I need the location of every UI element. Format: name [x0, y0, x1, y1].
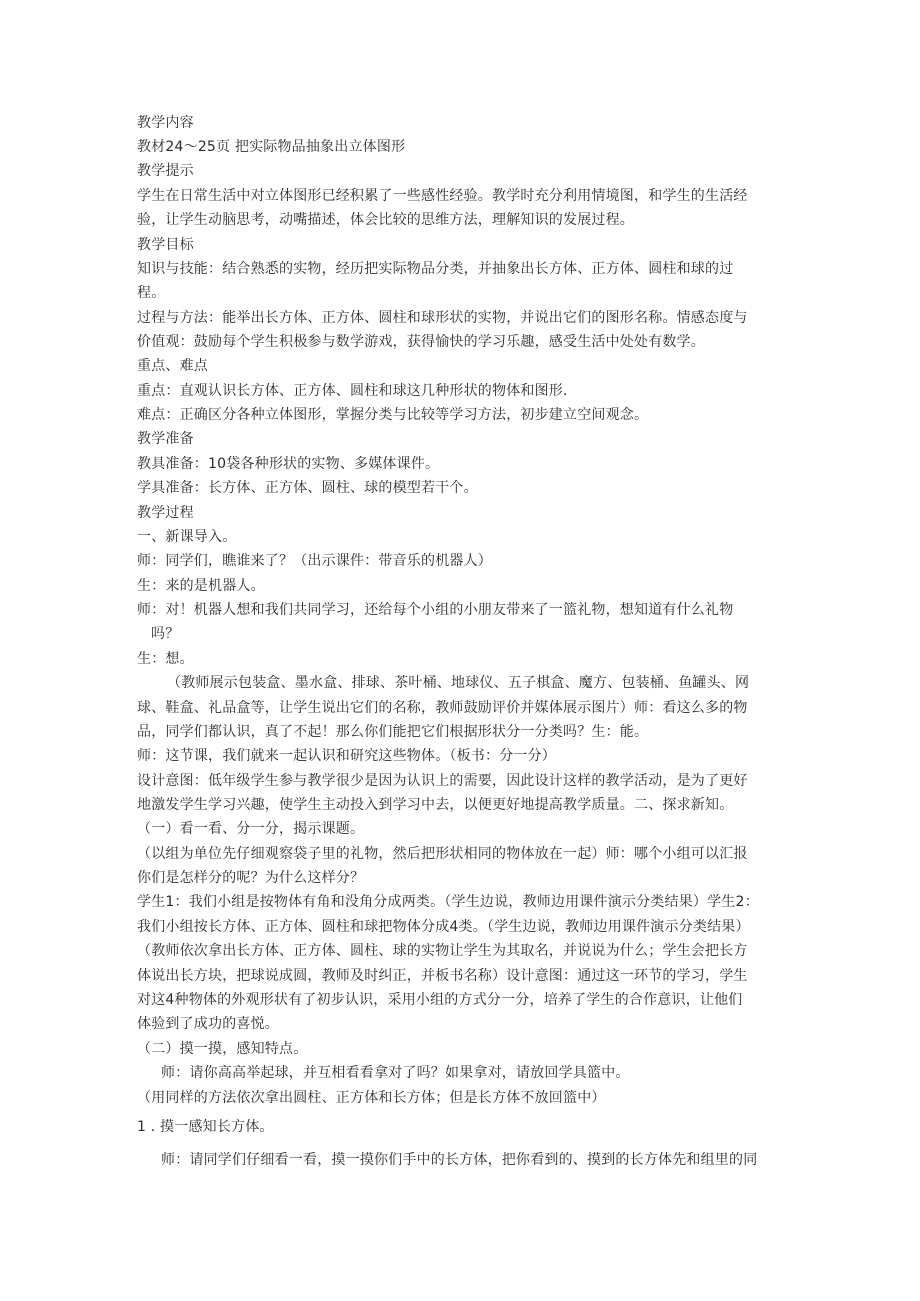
paragraph-line: 球、鞋盒、礼品盒等，让学生说出它们的名称，教师鼓励评价并媒体展示图片）师：看这么多的物	[137, 700, 748, 716]
paragraph-line: （以组为单位先仔细观察袋子里的礼物，然后把形状相同的物体放在一起）师：哪个小组可以汇报	[137, 846, 748, 862]
heading-teaching-process: 教学过程	[137, 505, 194, 521]
heading-teaching-goals: 教学目标	[137, 237, 194, 253]
dialogue-line: 师：这节课，我们就来一起认识和研究这些物体。（板书：分一分）	[137, 748, 556, 764]
section-heading: （一）看一看、分一分，揭示课题。	[137, 821, 365, 837]
paragraph-line: 过程与方法：能举出长方体、正方体、圆柱和球形状的实物，并说出它们的图形名称。情感态度与	[137, 310, 748, 326]
paragraph-line: 学具准备：长方体、正方体、圆柱、球的模型若干个。	[137, 480, 478, 496]
dialogue-line: 生：来的是机器人。	[137, 578, 265, 594]
paragraph-line: （用同样的方法依次拿出圆柱、正方体和长方体；但是长方体不放回篮中）	[137, 1090, 606, 1106]
paragraph-line: 重点：直观认识长方体、正方体、圆柱和球这几种形状的物体和图形.	[137, 383, 568, 399]
paragraph-line: 我们小组按长方体、正方体、圆柱和球把物体分成4类。（学生边说，教师边用课件演示分类结果）	[137, 919, 750, 935]
heading-teaching-tips: 教学提示	[137, 163, 194, 179]
paragraph-line: 体验到了成功的喜悦。	[137, 1016, 279, 1032]
heading-preparation: 教学准备	[137, 431, 194, 447]
textbook-pages-line: 教材24～25页 把实际物品抽象出立体图形	[137, 139, 406, 155]
paragraph-line: 对这4种物体的外观形状有了初步认识，采用小组的方式分一分，培养了学生的合作意识，让他们	[137, 992, 743, 1008]
paragraph-line: 学生在日常生活中对立体图形已经积累了一些感性经验。教学时充分利用情境图，和学生的生活经	[137, 188, 748, 204]
paragraph-line: 学生1：我们小组是按物体有角和没角分成两类。（学生边说，教师边用课件演示分类结果）学生2：	[137, 894, 759, 910]
dialogue-line: 师：请同学们仔细看一看，摸一摸你们手中的长方体，把你看到的、摸到的长方体先和组里的同	[161, 1152, 758, 1168]
paragraph-line: 难点：正确区分各种立体图形，掌握分类与比较等学习方法，初步建立空间观念。	[137, 407, 649, 423]
numbered-step: 1 . 摸一感知长方体。	[137, 1119, 274, 1135]
heading-key-points: 重点、难点	[137, 358, 208, 374]
paragraph-line: 设计意图：低年级学生参与教学很少是因为认识上的需要，因此设计这样的教学活动，是为了更好	[137, 773, 748, 789]
paragraph-line: （教师展示包装盒、墨水盒、排球、茶叶桶、地球仪、五子棋盒、魔方、包装桶、鱼罐头、网	[167, 675, 750, 691]
paragraph-line: 体说出长方块，把球说成圆，教师及时纠正，并板书名称）设计意图：通过这一环节的学习，学生	[137, 968, 748, 984]
paragraph-line: 程。	[137, 285, 166, 301]
paragraph-line: 你们是怎样分的呢？为什么这样分？	[137, 870, 365, 886]
dialogue-line: 生：想。	[137, 651, 194, 667]
paragraph-line: 验，让学生动脑思考，动嘴描述，体会比较的思维方法，理解知识的发展过程。	[137, 212, 634, 228]
dialogue-line: 师：对！机器人想和我们共同学习，还给每个小组的小朋友带来了一篮礼物，想知道有什么礼物	[137, 602, 734, 618]
dialogue-line: 师：同学们，瞧谁来了？（出示课件：带音乐的机器人）	[137, 553, 492, 569]
paragraph-line: 教具准备：10袋各种形状的实物、多媒体课件。	[137, 456, 440, 472]
paragraph-line: 价值观：鼓励每个学生积极参与数学游戏，获得愉快的学习乐趣，感受生活中处处有数学。	[137, 334, 705, 350]
paragraph-line: （教师依次拿出长方体、正方体、圆柱、球的实物让学生为其取名，并说说为什么；学生会把长方	[137, 943, 748, 959]
section-heading: 一、新课导入。	[137, 529, 237, 545]
heading-teaching-content: 教学内容	[137, 115, 194, 131]
paragraph-line: 地激发学生学习兴趣，使学生主动投入到学习中去，以便更好地提高教学质量。二、探求新知。	[137, 797, 734, 813]
paragraph-line: 知识与技能：结合熟悉的实物，经历把实际物品分类，并抽象出长方体、正方体、圆柱和球的过	[137, 261, 734, 277]
paragraph-line: 品，同学们都认识，真了不起！那么你们能把它们根据形状分一分类吗？生：能。	[137, 724, 649, 740]
dialogue-line: 师：请你高高举起球，并互相看看拿对了吗？如果拿对，请放回学具篮中。	[161, 1065, 630, 1081]
section-heading: （二）摸一摸，感知特点。	[137, 1041, 308, 1057]
dialogue-line: 吗？	[151, 626, 180, 642]
